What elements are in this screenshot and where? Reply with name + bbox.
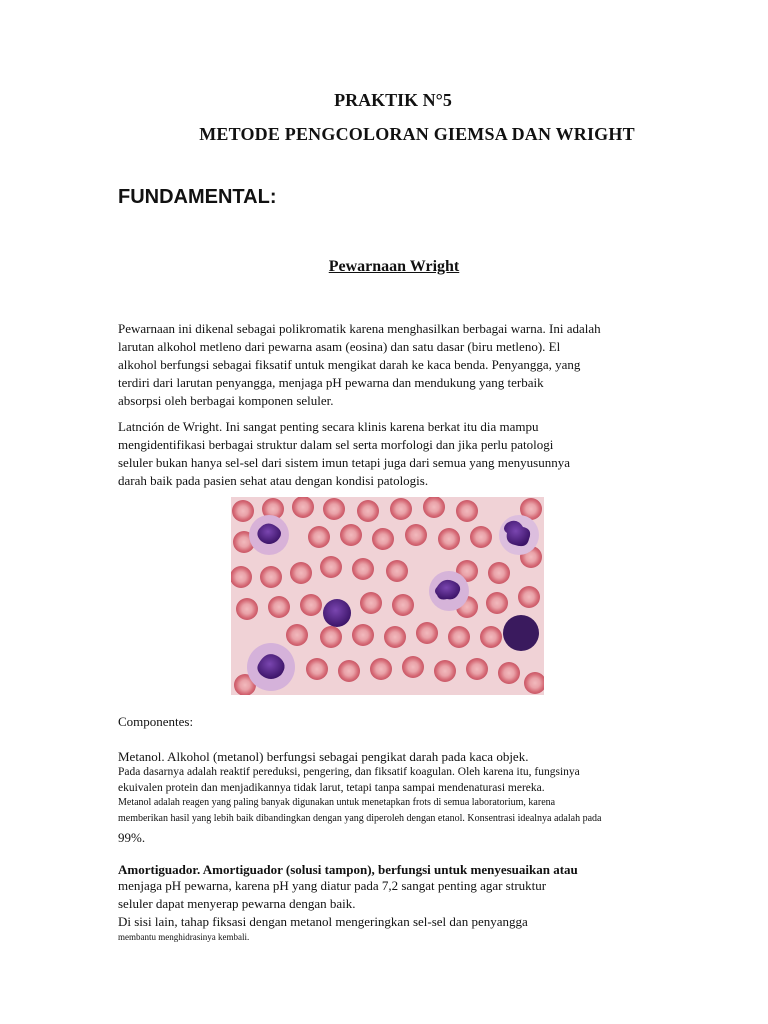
rbc bbox=[448, 626, 470, 648]
rbc bbox=[423, 497, 445, 518]
rbc bbox=[518, 586, 540, 608]
amortiguador-paragraph bbox=[118, 877, 678, 931]
amortiguador-tiny: membantu menghidrasinya kembali. bbox=[118, 932, 250, 942]
rbc bbox=[386, 560, 408, 582]
rbc bbox=[231, 566, 252, 588]
blood-smear-image bbox=[231, 497, 544, 695]
metanol-line: Metanol. Alkohol (metanol) berfungsi sebagai pengikat darah pada kaca objek. bbox=[118, 749, 529, 764]
amortiguador-line: seluler dapat menyerap pewarna dengan baik. bbox=[118, 896, 356, 911]
metanol-percent: 99%. bbox=[118, 830, 146, 845]
intro-line: absorpsi oleh berbagai komponen seluler. bbox=[118, 393, 334, 408]
rbc bbox=[402, 656, 424, 678]
rbc bbox=[320, 626, 342, 648]
rbc bbox=[390, 498, 412, 520]
metanol-detail-line: ekuivalen protein dan menjadikannya tidak larut, tetapi tanpa sampai mendenaturasi mereka. bbox=[118, 782, 545, 794]
intro-line: terdiri dari larutan penyangga, menjaga pH pewarna dan mendukung yang terbaik bbox=[118, 375, 544, 390]
section-heading: FUNDAMENTAL: bbox=[118, 186, 277, 208]
rbc bbox=[268, 596, 290, 618]
rbc bbox=[416, 622, 438, 644]
rbc bbox=[290, 562, 312, 584]
rbc bbox=[338, 660, 360, 682]
metanol-tiny bbox=[118, 796, 678, 826]
latcion-line: mengidentifikasi berbagai struktur dalam sel serta morfologi dan jika perlu patologi bbox=[118, 437, 554, 452]
amortiguador-line: Di sisi lain, tahap fiksasi dengan metanol mengeringkan sel-sel dan penyangga bbox=[118, 914, 528, 929]
section-subheading: Pewarnaan Wright bbox=[328, 258, 460, 275]
rbc bbox=[384, 626, 406, 648]
metanol-details bbox=[118, 764, 678, 796]
latcion-line: darah baik pada pasien sehat atau dengan kondisi patologis. bbox=[118, 473, 429, 488]
rbc bbox=[498, 662, 520, 684]
intro-line: alkohol berfungsi sebagai fiksatif untuk mengikat darah ke kaca benda. Penyangga, yang bbox=[118, 357, 581, 372]
amortiguador-heading: Amortiguador. Amortiguador (solusi tampon), berfungsi untuk menyesuaikan atau bbox=[118, 862, 578, 877]
metanol-tiny-line bbox=[118, 796, 676, 810]
rbc bbox=[488, 562, 510, 584]
rbc bbox=[232, 500, 254, 522]
rbc bbox=[306, 658, 328, 680]
rbc bbox=[292, 497, 314, 518]
metanol-tiny-text: Metanol adalah reagen yang paling banyak digunakan untuk menetapkan frots di semua laboratorium, karena bbox=[118, 797, 556, 808]
rbc bbox=[352, 558, 374, 580]
metanol-tiny-text: memberikan hasil yang lebih baik dibandingkan dengan yang diperoleh dengan etanol. Konsentrasi idealnya adalah pada bbox=[118, 813, 602, 824]
rbc bbox=[438, 528, 460, 550]
intro-paragraph bbox=[118, 320, 678, 410]
rbc bbox=[470, 526, 492, 548]
lymphocyte bbox=[323, 599, 351, 627]
rbc bbox=[340, 524, 362, 546]
rbc bbox=[352, 624, 374, 646]
rbc bbox=[320, 556, 342, 578]
rbc bbox=[434, 660, 456, 682]
amortiguador-line: menjaga pH pewarna, karena pH yang diatur pada 7,2 sangat penting agar struktur bbox=[118, 878, 547, 893]
rbc bbox=[236, 598, 258, 620]
rbc bbox=[486, 592, 508, 614]
metanol-tiny-line bbox=[118, 812, 676, 826]
basophil bbox=[503, 615, 539, 651]
rbc bbox=[360, 592, 382, 614]
rbc bbox=[300, 594, 322, 616]
document-title: PRAKTIK N°5 bbox=[334, 90, 452, 110]
rbc bbox=[357, 500, 379, 522]
rbc bbox=[286, 624, 308, 646]
rbc bbox=[260, 566, 282, 588]
metanol-detail-line: Pada dasarnya adalah reaktif pereduksi, pengering, dan fiksatif koagulan. Oleh karena itu, fungsinya bbox=[118, 766, 580, 778]
rbc bbox=[392, 594, 414, 616]
rbc bbox=[372, 528, 394, 550]
rbc bbox=[466, 658, 488, 680]
rbc bbox=[456, 500, 478, 522]
document-subtitle: METODE PENGCOLORAN GIEMSA DAN WRIGHT bbox=[199, 124, 635, 144]
rbc bbox=[323, 498, 345, 520]
rbc bbox=[370, 658, 392, 680]
latcion-line: Latnción de Wright. Ini sangat penting secara klinis karena berkat itu dia mampu bbox=[118, 419, 539, 434]
intro-line: larutan alkohol metleno dari pewarna asam (eosina) dan satu dasar (biru metleno). El bbox=[118, 339, 561, 354]
rbc bbox=[308, 526, 330, 548]
latcion-paragraph bbox=[118, 418, 678, 490]
intro-line: Pewarnaan ini dikenal sebagai polikromatik karena menghasilkan berbagai warna. Ini adalah bbox=[118, 321, 601, 336]
latcion-line: seluler bukan hanya sel-sel dari sistem imun tetapi juga dari semua yang menyusunnya bbox=[118, 455, 570, 470]
rbc bbox=[480, 626, 502, 648]
components-label: Componentes: bbox=[118, 714, 194, 729]
rbc bbox=[405, 524, 427, 546]
